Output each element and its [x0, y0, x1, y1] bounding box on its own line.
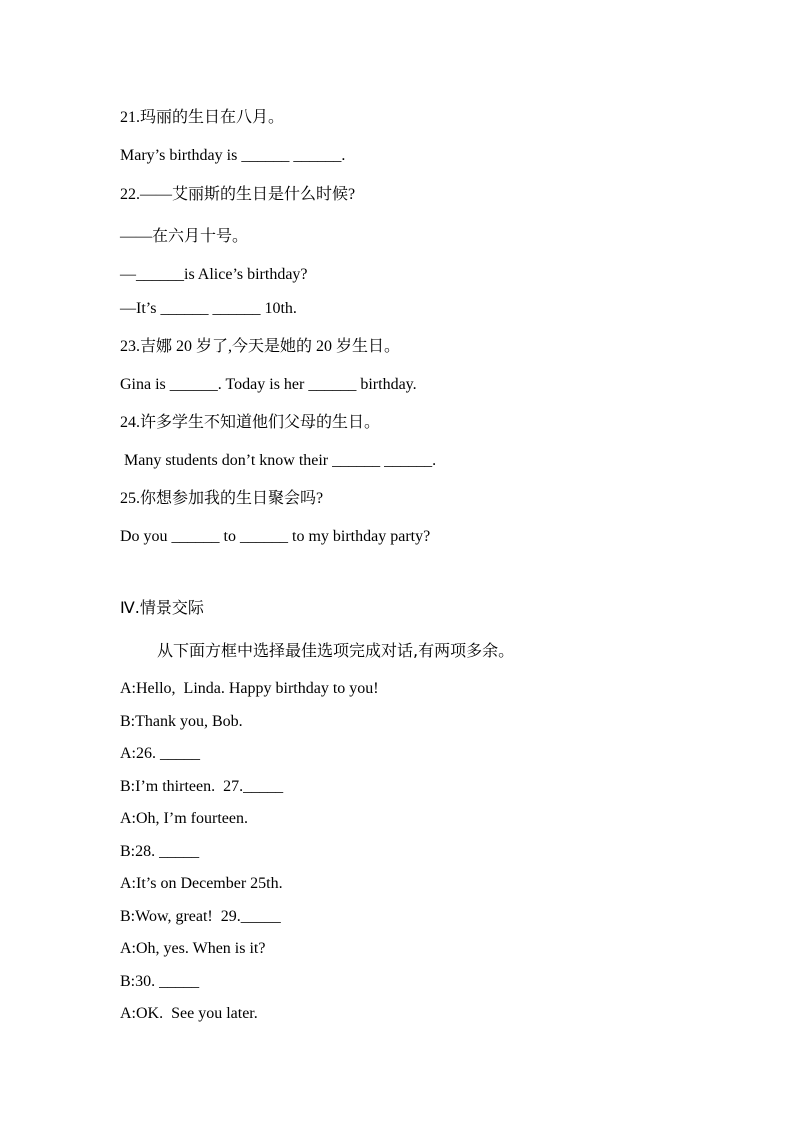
- dialogue-line: A:Oh, yes. When is it?: [120, 940, 266, 957]
- question-24-english: Many students don’t know their ______ ______.: [120, 452, 437, 469]
- question-21-chinese: 21.玛丽的生日在八月。: [120, 109, 285, 126]
- dialogue-line: B:28. _____: [120, 843, 200, 860]
- question-24-chinese: 24.许多学生不知道他们父母的生日。: [120, 414, 381, 431]
- dialogue-line: A:Oh, I’m fourteen.: [120, 810, 248, 827]
- section-4-title: Ⅳ.情景交际: [120, 598, 204, 617]
- question-21-english: Mary’s birthday is ______ ______.: [120, 147, 346, 164]
- question-22-chinese-answer: ——在六月十号。: [120, 228, 249, 245]
- question-23-chinese: 23.吉娜 20 岁了,今天是她的 20 岁生日。: [120, 338, 401, 355]
- question-22-english: —______is Alice’s birthday?: [120, 266, 308, 283]
- dialogue-line: A:OK. See you later.: [120, 1005, 258, 1022]
- dialogue-line: B:I’m thirteen. 27._____: [120, 778, 284, 795]
- dialogue-line: A:26. _____: [120, 745, 200, 762]
- dialogue-line: B:Thank you, Bob.: [120, 713, 243, 730]
- question-25-english: Do you ______ to ______ to my birthday party?: [120, 528, 431, 545]
- question-22-chinese: 22.——艾丽斯的生日是什么时候?: [120, 186, 356, 203]
- dialogue-line: A:It’s on December 25th.: [120, 875, 283, 892]
- section-4-instruction: 从下面方框中选择最佳选项完成对话,有两项多余。: [157, 641, 515, 660]
- question-22-english-answer: —It’s ______ ______ 10th.: [120, 300, 297, 317]
- question-23-english: Gina is ______. Today is her ______ birthday.: [120, 376, 417, 393]
- dialogue-line: B:30. _____: [120, 973, 200, 990]
- question-25-chinese: 25.你想参加我的生日聚会吗?: [120, 490, 324, 507]
- dialogue-line: A:Hello, Linda. Happy birthday to you!: [120, 680, 379, 697]
- dialogue-line: B:Wow, great! 29._____: [120, 908, 281, 925]
